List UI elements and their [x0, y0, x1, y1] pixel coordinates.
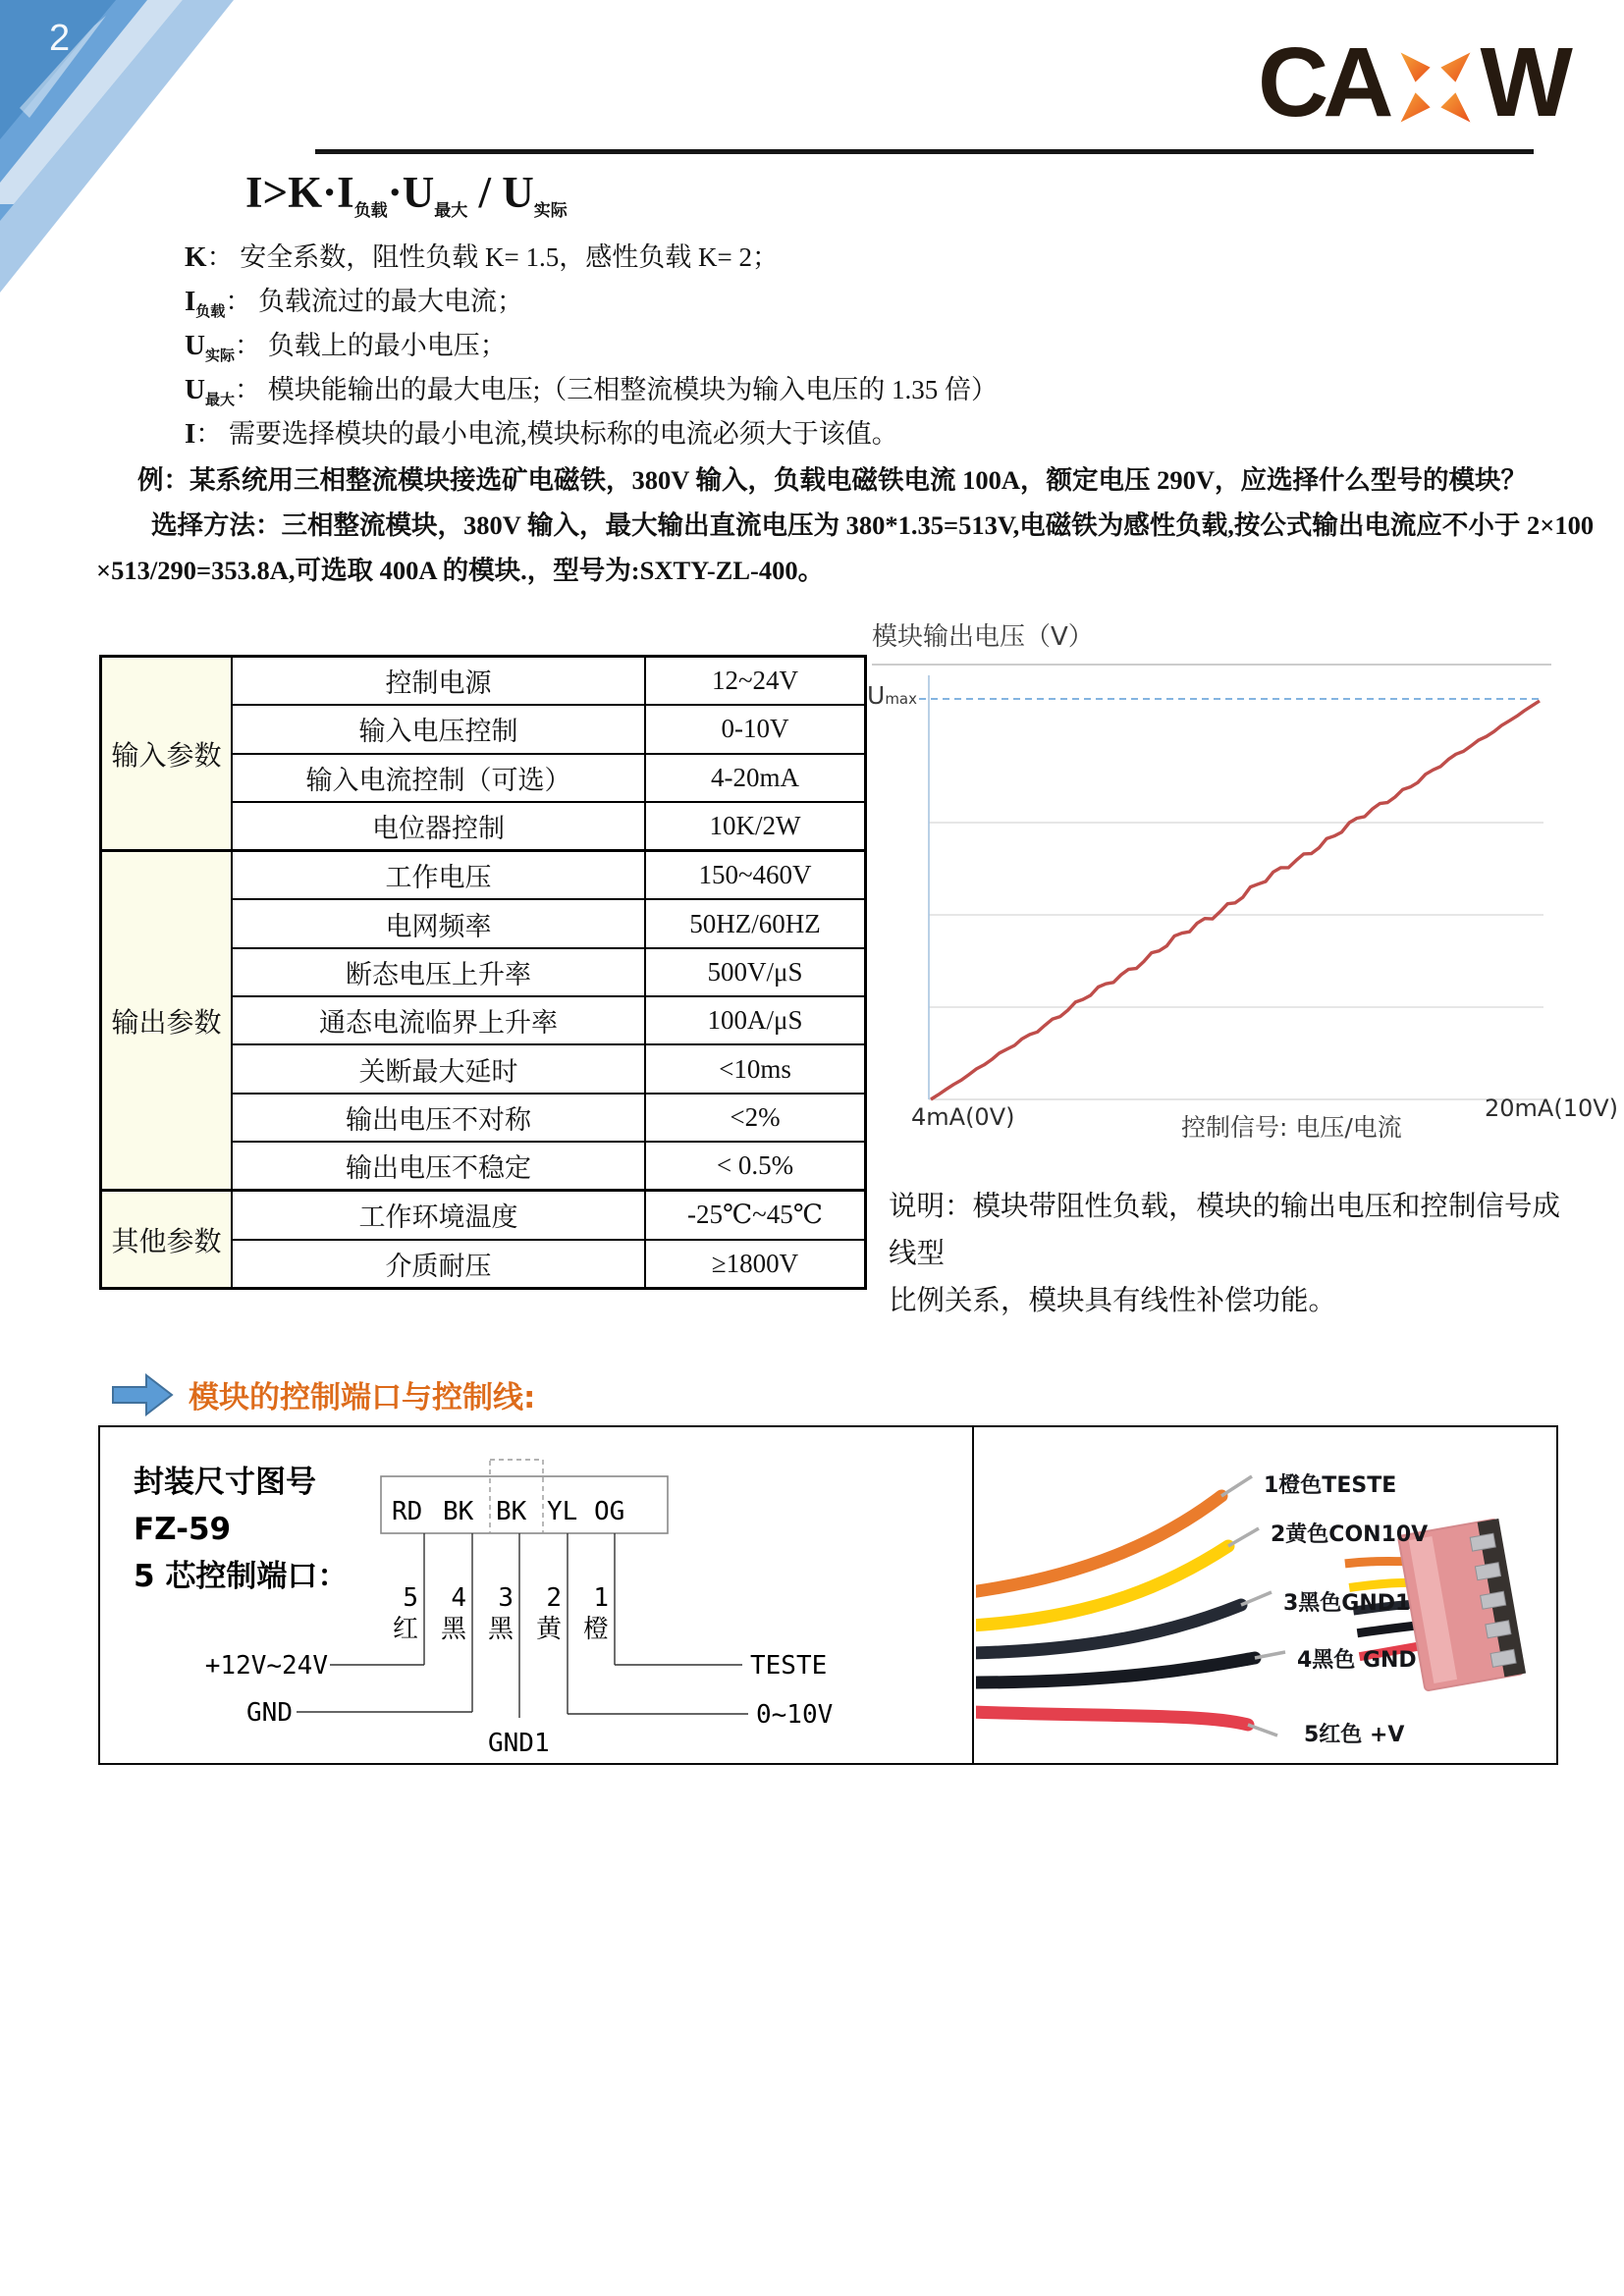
definition-sub: 最大 — [204, 393, 235, 408]
logo-x-icon — [1393, 45, 1478, 130]
package-heading: 封装尺寸图号 — [134, 1465, 316, 1500]
param-name-cell: 输出电压不稳定 — [232, 1142, 645, 1191]
param-value-cell: 100A/μS — [645, 996, 866, 1044]
pin-color-name: 橙 — [582, 1615, 609, 1644]
definition-line — [185, 412, 998, 456]
pin-code: BK — [496, 1497, 527, 1526]
definition-desc: ： 需要选择模块的最小电流,模块标称的电流必须大于该值。 — [195, 419, 898, 449]
pin-code: YL — [547, 1497, 578, 1526]
formula-part: I>K·I — [245, 168, 354, 217]
black-wire-tip — [1241, 1592, 1272, 1605]
chart-title: 模块输出电压（V） — [872, 622, 1094, 652]
example-line: 选择方法：三相整流模块，380V 输入，最大输出直流电压为 380*1.35=513V,电磁铁为感性负载,按公式输出电流应不小于 2×100 — [151, 510, 1595, 540]
param-value-cell: 12~24V — [645, 657, 866, 706]
formula-part: / U — [467, 168, 534, 217]
umax-sub: max — [885, 690, 917, 708]
definition-line — [185, 368, 998, 412]
pin-code: BK — [443, 1497, 474, 1526]
definition-sub: 实际 — [204, 348, 235, 364]
param-value-cell: 150~460V — [645, 851, 866, 900]
gnd1-label: GND1 — [488, 1729, 550, 1758]
pin-number: 1 — [593, 1583, 609, 1613]
chart-note-line: 比例关系，模块具有线性补偿功能。 — [889, 1286, 1337, 1316]
control-port-panel — [98, 1425, 1558, 1765]
param-value-cell: 50HZ/60HZ — [645, 899, 866, 947]
control-wires-photo — [976, 1427, 1556, 1758]
param-name-cell: 电位器控制 — [232, 802, 645, 851]
symbol-definitions — [185, 236, 998, 456]
param-name-cell: 输出电压不对称 — [232, 1094, 645, 1142]
param-name-cell: 输入电流控制（可选） — [232, 754, 645, 802]
chart-plot — [870, 669, 1553, 1106]
chart-title-rule — [872, 664, 1551, 666]
definition-line — [185, 236, 998, 280]
port-count-heading: 5 芯控制端口： — [134, 1559, 349, 1594]
logo-text-right: W — [1480, 27, 1567, 137]
definition-term: K — [185, 241, 207, 273]
black-wire-gnd — [976, 1658, 1255, 1682]
wire-label: 1橙色TESTE — [1264, 1473, 1397, 1498]
param-name-cell: 断态电压上升率 — [232, 948, 645, 996]
selection-formula — [245, 167, 568, 218]
pin-code: RD — [392, 1497, 423, 1526]
param-name-cell: 工作环境温度 — [232, 1191, 645, 1240]
package-model: FZ-59 — [134, 1512, 232, 1547]
param-value-cell: ≥1800V — [645, 1240, 866, 1289]
power-label: +12V~24V — [204, 1651, 328, 1681]
param-name-cell: 控制电源 — [232, 657, 645, 706]
pin-color-name: 黄 — [535, 1615, 562, 1644]
definition-desc: ： 负载流过的最大电流； — [225, 287, 524, 316]
header-rule — [315, 149, 1534, 154]
param-value-cell: <10ms — [645, 1044, 866, 1093]
definition-desc: ： 模块能输出的最大电压;（三相整流模块为输入电压的 1.35 倍） — [234, 375, 998, 404]
table-group-label: 输出参数 — [101, 851, 233, 1191]
param-name-cell: 关断最大延时 — [232, 1044, 645, 1093]
param-name-cell: 输入电压控制 — [232, 705, 645, 753]
formula-subscript: 最大 — [434, 201, 468, 220]
panel-divider — [972, 1427, 974, 1763]
definition-term: U — [185, 374, 205, 405]
logo-text-left: CA — [1258, 27, 1388, 137]
definition-term: U — [185, 330, 205, 361]
chart-note — [889, 1184, 1586, 1325]
pin-number: 2 — [546, 1583, 562, 1613]
pin-color-name: 红 — [392, 1615, 418, 1644]
param-name-cell: 电网频率 — [232, 899, 645, 947]
pin-number: 3 — [498, 1583, 514, 1613]
formula-subscript: 实际 — [533, 201, 568, 220]
definition-desc: ： 负载上的最小电压； — [234, 331, 507, 360]
definition-desc: ： 安全系数，阻性负载 K= 1.5，感性负载 K= 2； — [206, 242, 780, 272]
definition-sub: 负载 — [195, 304, 226, 320]
right-arrow-icon — [111, 1372, 176, 1417]
red-wire-tip — [1248, 1725, 1277, 1735]
table-group-label: 输入参数 — [101, 657, 233, 851]
black-wire-gnd1 — [976, 1605, 1241, 1653]
connector-black-lead — [1357, 1623, 1420, 1636]
output-voltage-line — [931, 701, 1540, 1099]
spec-table-body — [101, 657, 866, 1289]
spec-table — [99, 655, 867, 1290]
param-value-cell: <2% — [645, 1094, 866, 1142]
pin-number: 4 — [451, 1583, 466, 1613]
definition-line — [185, 280, 998, 324]
pin-color-name: 黑 — [487, 1615, 514, 1644]
param-name-cell: 介质耐压 — [232, 1240, 645, 1289]
param-value-cell: 0-10V — [645, 705, 866, 753]
example-line: 例：某系统用三相整流模块接选矿电磁铁，380V 输入，负载电磁铁电流 100A，额定电压 290V，应选择什么型号的模块？ — [137, 465, 1528, 495]
signal-label: 0~10V — [756, 1700, 834, 1730]
param-value-cell: 10K/2W — [645, 802, 866, 851]
page-number: 2 — [49, 18, 71, 59]
param-name-cell: 工作电压 — [232, 851, 645, 900]
example-line: ×513/290=353.8A,可选取 400A 的模块.，型号为:SXTY-ZL-400。 — [96, 556, 825, 585]
param-value-cell: < 0.5% — [645, 1142, 866, 1191]
red-wire — [976, 1712, 1248, 1725]
x-axis-start-label: 4mA(0V) — [911, 1103, 1015, 1131]
chart-note-line: 说明：模块带阻性负载，模块的输出电压和控制信号成线型 — [889, 1192, 1561, 1269]
x-axis-caption: 控制信号: 电压/电流 — [1181, 1113, 1402, 1142]
wire-label: 5红色 +V — [1304, 1723, 1405, 1747]
teste-label: TESTE — [750, 1651, 828, 1681]
wire-label: 2黄色CON10V — [1271, 1522, 1429, 1547]
pinout-diagram — [100, 1427, 970, 1758]
brand-logo — [1258, 27, 1567, 137]
formula-subscript: 负载 — [353, 201, 388, 220]
definition-term: I — [185, 286, 196, 317]
param-value-cell: -25℃~45℃ — [645, 1191, 866, 1240]
table-group-label: 其他参数 — [101, 1191, 233, 1289]
definition-term: I — [185, 418, 196, 450]
wire-label: 3黑色GND1 — [1283, 1591, 1411, 1616]
orange-wire-tip — [1221, 1476, 1252, 1496]
section-title: 模块的控制端口与控制线: — [189, 1380, 536, 1415]
gnd-label: GND — [246, 1698, 293, 1728]
wire-label: 4黑色 GND — [1297, 1648, 1417, 1673]
param-name-cell: 通态电流临界上升率 — [232, 996, 645, 1044]
param-value-cell: 4-20mA — [645, 754, 866, 802]
x-axis-end-label: 20mA(10V) — [1485, 1095, 1619, 1122]
formula-part: ·U — [387, 168, 435, 217]
selection-example — [0, 458, 1624, 594]
pin-number: 5 — [403, 1583, 418, 1613]
connector-orange-lead — [1345, 1553, 1409, 1573]
pin-color-name: 黑 — [440, 1615, 466, 1644]
umax-main: U — [867, 681, 886, 710]
param-value-cell: 500V/μS — [645, 948, 866, 996]
definition-line — [185, 324, 998, 368]
pin-code: OG — [594, 1497, 625, 1526]
yellow-wire-tip — [1228, 1528, 1259, 1546]
